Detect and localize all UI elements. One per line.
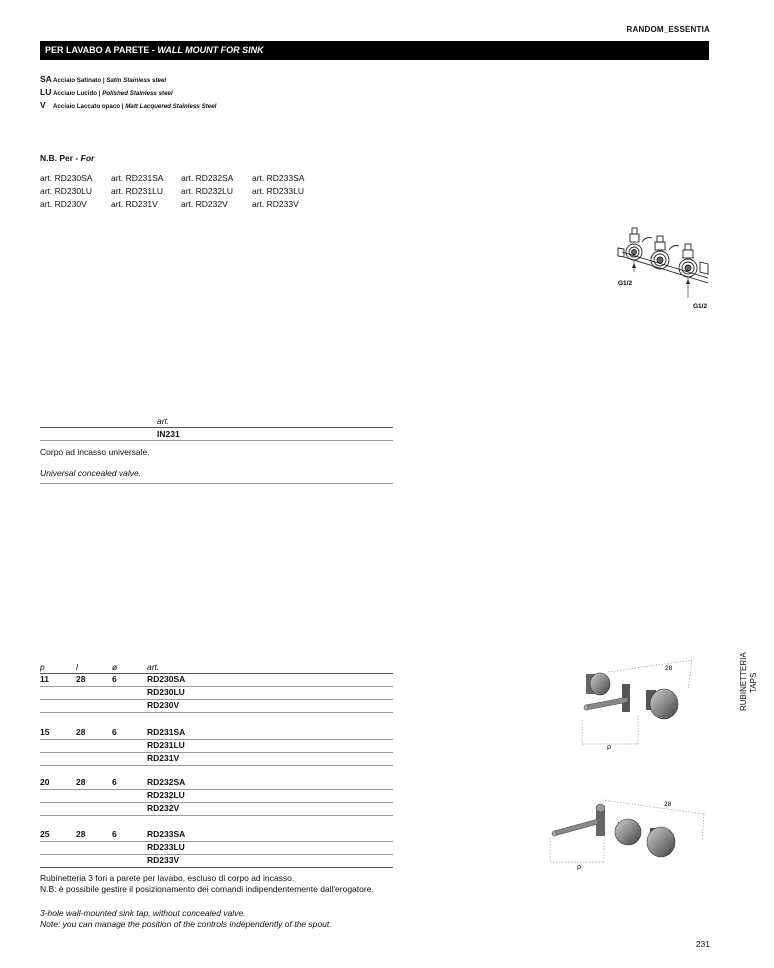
- tap-diagram-spout-left: [546, 790, 710, 876]
- cell-diameter: 6: [112, 829, 117, 839]
- product-desc-it: [40, 873, 374, 895]
- dim-label-p: P: [607, 745, 612, 752]
- cell-l: 28: [76, 674, 86, 684]
- finish-row-v: [40, 99, 216, 111]
- cell-art: RD233LU: [147, 842, 185, 852]
- cell-l: 28: [76, 777, 86, 787]
- table-row: [40, 739, 393, 752]
- table-row: [40, 828, 393, 841]
- article-code: art. RD233LU: [252, 186, 304, 196]
- divider: [40, 427, 393, 428]
- product-desc-en: [40, 908, 332, 930]
- article-code: art. RD231SA: [111, 173, 164, 183]
- cell-p: 11: [40, 674, 49, 684]
- table-row: [40, 854, 393, 867]
- nb-title: [40, 153, 94, 163]
- article-code: art. RD230SA: [40, 173, 93, 183]
- valve-label-right: G1/2: [693, 303, 708, 310]
- product-desc-it-line1: Rubinetteria 3 fori a parete per lavabo, escluso di corpo ad incasso.: [40, 873, 295, 883]
- section-title-bar: [40, 41, 709, 60]
- cell-diameter: 6: [112, 674, 117, 684]
- valve-desc-en: Universal concealed valve.: [40, 468, 142, 478]
- nb-article-grid: [40, 172, 322, 210]
- valve-desc-it: Corpo ad incasso universale.: [40, 447, 150, 457]
- side-label-en: TAPS: [749, 672, 758, 693]
- cell-art: RD232SA: [147, 777, 186, 787]
- table-row: [40, 776, 393, 789]
- cell-art: RD233V: [147, 855, 180, 865]
- valve-art-code: IN231: [157, 429, 180, 439]
- article-code: art. RD232SA: [181, 173, 234, 183]
- section-title-it: PER LAVABO A PARETE -: [45, 45, 158, 55]
- article-code: art. RD233V: [252, 199, 299, 209]
- concealed-valve-diagram: [612, 222, 717, 314]
- header-diameter: ø: [112, 662, 118, 672]
- cell-art: RD233SA: [147, 829, 186, 839]
- article-code: art. RD232V: [181, 199, 228, 209]
- finish-code: LU: [40, 87, 52, 97]
- table-row: [40, 802, 393, 815]
- divider: [40, 815, 393, 816]
- divider: [40, 765, 393, 766]
- table-row: [40, 841, 393, 854]
- finish-code: V: [40, 100, 46, 110]
- cell-p: 20: [40, 777, 50, 787]
- finish-label-it: Acciaio Laccato opaco |: [53, 103, 126, 110]
- table-row: [40, 726, 393, 739]
- finish-label-it: Acciaio Satinato |: [53, 77, 107, 84]
- tap-diagram-knobs-top: [578, 658, 708, 754]
- dim-label-top: 28: [665, 665, 673, 672]
- cell-art: RD230SA: [147, 674, 186, 684]
- dim-label-top: 28: [664, 801, 672, 808]
- divider: [40, 712, 393, 713]
- cell-art: RD231SA: [147, 727, 186, 737]
- article-code: art. RD230V: [40, 199, 87, 209]
- side-section-label: [733, 645, 763, 717]
- valve-label-left: G1/2: [618, 280, 633, 287]
- article-code: art. RD231LU: [111, 186, 163, 196]
- divider: [40, 867, 393, 868]
- table-row: [40, 699, 393, 712]
- cell-l: 28: [76, 829, 86, 839]
- cell-l: 28: [76, 727, 86, 737]
- divider: [40, 440, 393, 441]
- side-label-it: RUBINETTERIA: [739, 652, 748, 711]
- cell-art: RD232LU: [147, 790, 185, 800]
- article-code: art. RD230LU: [40, 186, 92, 196]
- dim-label-p: P: [577, 865, 582, 872]
- cell-art: RD230LU: [147, 687, 185, 697]
- nb-title-it: N.B. Per -: [40, 153, 81, 163]
- cell-diameter: 6: [112, 727, 117, 737]
- header-p: p: [40, 662, 45, 672]
- product-desc-en-line1: 3-hole wall-mounted sink tap, without concealed valve.: [40, 908, 246, 918]
- table-row: [40, 673, 393, 686]
- header-art: art.: [147, 662, 160, 672]
- article-code: art. RD232LU: [181, 186, 233, 196]
- cell-p: 15: [40, 727, 50, 737]
- finish-row-lu: [40, 86, 173, 98]
- cell-art: RD231LU: [147, 740, 185, 750]
- cell-art: RD230V: [147, 700, 180, 710]
- header-l: l: [76, 662, 78, 672]
- brand-name: RANDOM_ESSENTIA: [626, 25, 710, 34]
- section-title-en: WALL MOUNT FOR SINK: [157, 45, 264, 55]
- cell-diameter: 6: [112, 777, 117, 787]
- nb-title-en: For: [80, 153, 95, 163]
- article-code: art. RD231V: [111, 199, 158, 209]
- finish-label-en: Polished Stainless steel: [102, 90, 173, 97]
- page-number: 231: [695, 939, 710, 949]
- finish-code: SA: [40, 74, 52, 84]
- finish-label-en: Satin Stainless steel: [106, 77, 167, 84]
- cell-art: RD232V: [147, 803, 180, 813]
- finish-row-sa: [40, 73, 166, 85]
- table-row: [40, 686, 393, 699]
- cell-art: RD231V: [147, 753, 180, 763]
- finish-label-en: Matt Lacquered Stainless Steel: [125, 103, 217, 110]
- product-desc-it-line2: N.B: è possibile gestire il posizionamento dei comandi indipendentemente dall'erogatore.: [40, 884, 374, 894]
- product-desc-en-line2: Note: you can manage the position of the controls independently of the spout.: [40, 919, 332, 929]
- valve-art-header: art.: [157, 416, 170, 426]
- table-row: [40, 789, 393, 802]
- divider: [40, 483, 393, 484]
- article-code: art. RD233SA: [252, 173, 305, 183]
- cell-p: 25: [40, 829, 50, 839]
- finish-label-it: Acciaio Lucido |: [53, 90, 103, 97]
- table-row: [40, 752, 393, 765]
